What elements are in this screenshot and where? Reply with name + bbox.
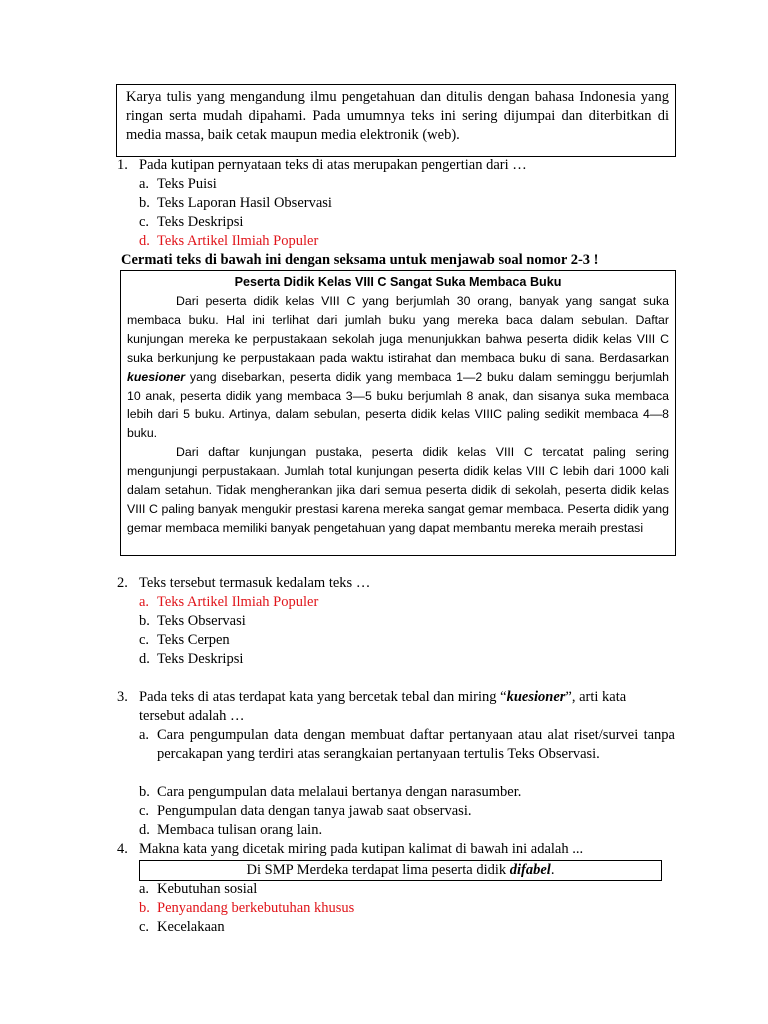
article-paragraph-1: Dari peserta didik kelas VIII C yang berjumlah 30 orang, banyak yang sangat suka membaca buku. Hal ini terlihat dari jumlah buku yang mereka baca dalam sebulan. Daftar kunjungan mereka ke perpustakaan sekolah juga menunjukkan bahwa peserta didik kelas VIII C suka berkunjung ke perpustakaan pada waktu istirahat dan membaca buku di sana. Berdasarkan kuesioner yang disebarkan, peserta didik yang membaca 1—2 buku dalam seminggu berjumlah 10 anak, peserta didik yang membaca 3—5 buku berjumlah 8 anak, dan sisanya suka membaca lebih dari 5 buku. Artinya, dalam sebulan, peserta didik kelas VIIIC paling sedikit membaca 4—8 buku. [127, 294, 669, 441]
intro-text: Karya tulis yang mengandung ilmu pengetahuan dan ditulis dengan bahasa Indonesia yang ringan serta mudah dipahami. Pada umumnya teks ini sering dijumpai dan diterbitkan di media massa, baik cetak maupun media elektronik (web). [126, 89, 669, 143]
option-d: d. Teks Deskripsi [139, 651, 244, 667]
question-number: 2. [117, 575, 128, 591]
intro-box [116, 84, 676, 157]
option-a: a. Teks Puisi [139, 176, 217, 192]
option-a-correct: a. Teks Artikel Ilmiah Populer [139, 594, 319, 610]
option-b-correct: b. Penyandang berkebutuhan khusus [139, 900, 355, 916]
question-text: Pada kutipan pernyataan teks di atas merupakan pengertian dari … [139, 157, 527, 173]
question-text: Makna kata yang dicetak miring pada kutipan kalimat di bawah ini adalah ... [139, 841, 584, 857]
instruction: Cermati teks di bawah ini dengan seksama untuk menjawab soal nomor 2-3 ! [121, 252, 599, 268]
option-d: d. Membaca tulisan orang lain. [139, 822, 323, 838]
article-title: Peserta Didik Kelas VIII C Sangat Suka Membaca Buku [234, 275, 562, 289]
option-b: b. Teks Laporan Hasil Observasi [139, 195, 332, 211]
option-c: c. Kecelakaan [139, 919, 225, 935]
keyword-kuesioner: kuesioner [506, 689, 566, 705]
question-text: Pada teks di atas terdapat kata yang bercetak tebal dan miring “kuesioner”, arti kata tersebut adalah … [139, 689, 627, 724]
keyword-difabel: difabel [509, 862, 551, 878]
question-number: 1. [117, 157, 128, 173]
option-d-correct: d. Teks Artikel Ilmiah Populer [139, 233, 319, 249]
article-box [120, 270, 676, 556]
option-a: a. Cara pengumpulan data dengan membuat daftar pertanyaan atau alat riset/survei tanpa percakapan yang terdiri atas serangkaian pertanyaan tertulis Teks Observasi. [139, 727, 675, 762]
option-c: c. Teks Cerpen [139, 632, 230, 648]
quote-box: Di SMP Merdeka terdapat lima peserta didik difabel. [139, 860, 662, 881]
option-b: b. Cara pengumpulan data melalaui bertanya dengan narasumber. [139, 784, 522, 800]
article-paragraph-2: Dari daftar kunjungan pustaka, peserta didik kelas VIII C tercatat paling sering mengunjungi perpustakaan. Jumlah total kunjungan peserta didik kelas VIII C lebih dari 1000 kali dalam setahun. Tidak mengherankan jika dari semua peserta didik di sekolah, peserta didik kelas VIII C paling banyak mengukir prestasi karena mereka sangat gemar membaca. Peserta didik yang gemar membaca memiliki banyak pengetahuan yang dapat membantu mereka meraih prestasi [127, 445, 669, 535]
option-c: c. Pengumpulan data dengan tanya jawab saat observasi. [139, 803, 472, 819]
option-c: c. Teks Deskripsi [139, 214, 244, 230]
question-number: 3. [117, 689, 128, 705]
question-text: Teks tersebut termasuk kedalam teks … [139, 575, 371, 591]
question-number: 4. [117, 841, 128, 857]
option-a: a. Kebutuhan sosial [139, 881, 258, 897]
keyword-kuesioner: kuesioner [127, 369, 186, 384]
option-b: b. Teks Observasi [139, 613, 246, 629]
